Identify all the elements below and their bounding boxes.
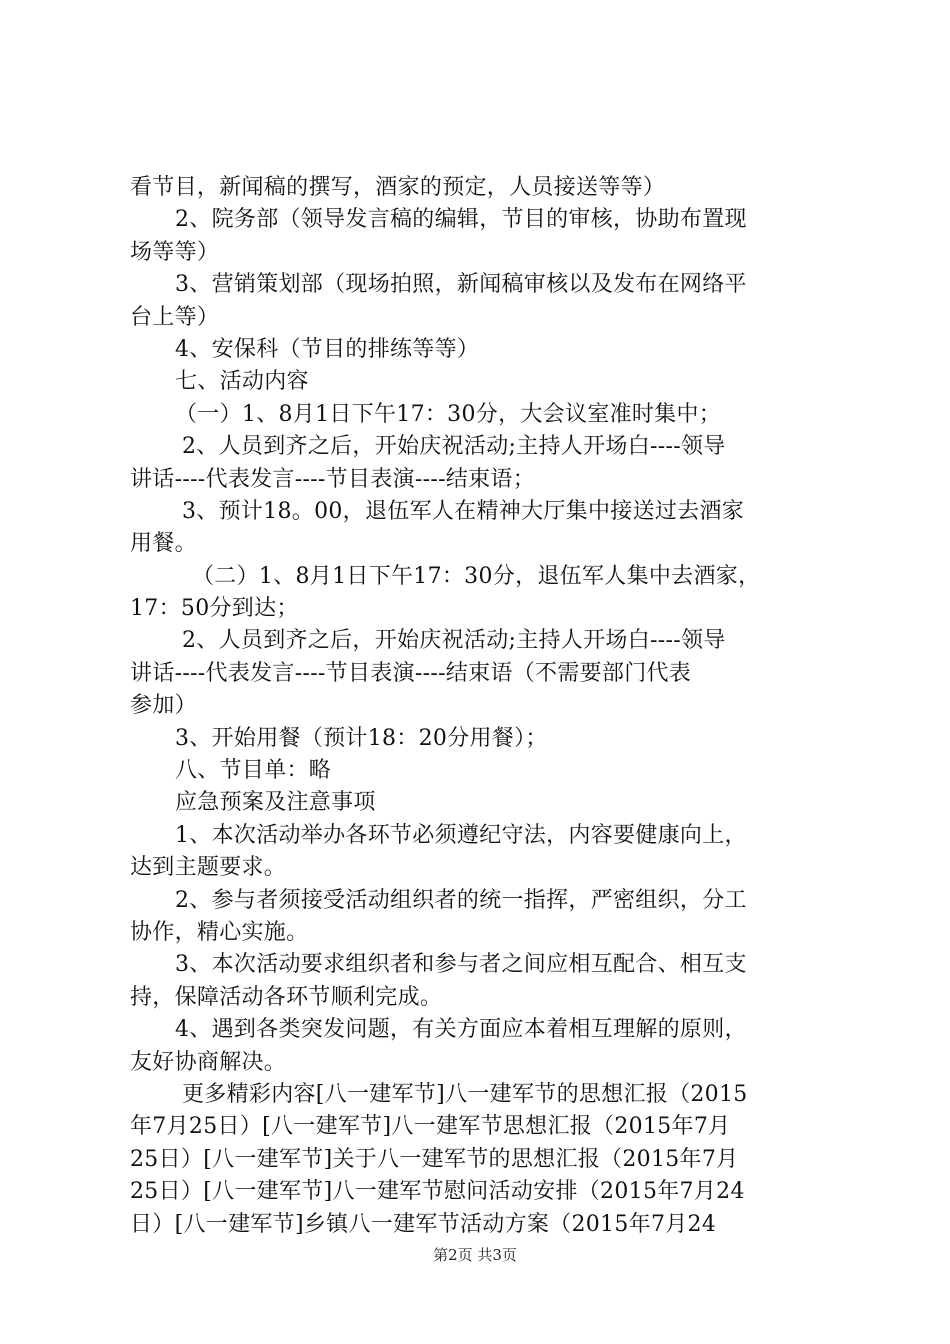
text-line: 讲话----代表发言----节目表演----结束语； bbox=[130, 466, 536, 492]
text-line: 达到主题要求。 bbox=[130, 855, 287, 881]
page-number-footer: 第2页 共3页 bbox=[433, 1246, 517, 1264]
text-line: 3、开始用餐（预计18：20分用餐）； bbox=[175, 725, 548, 751]
text-line: 1、本次活动举办各环节必须遵纪守法，内容要健康向上， bbox=[175, 822, 747, 848]
text-line: 2、人员到齐之后，开始庆祝活动;主持人开场白----领导 bbox=[182, 434, 726, 460]
text-line: 持，保障活动各环节顺利完成。 bbox=[130, 984, 443, 1010]
text-line: 25日）[八一建军节]关于八一建军节的思想汇报（2015年7月 bbox=[130, 1146, 739, 1172]
document-body bbox=[130, 172, 835, 1241]
text-line: 2、院务部（领导发言稿的编辑，节目的审核，协助布置现 bbox=[175, 207, 747, 233]
text-line: 年7月25日）[八一建军节]八一建军节思想汇报（2015年7月 bbox=[130, 1114, 731, 1140]
text-line: 3、本次活动要求组织者和参与者之间应相互配合、相互支 bbox=[175, 952, 747, 978]
text-line: 17：50分到达； bbox=[130, 596, 299, 622]
text-line: 场等等） bbox=[130, 239, 220, 265]
text-line: 用餐。 bbox=[130, 531, 197, 557]
text-line: 4、安保科（节目的排练等等） bbox=[175, 336, 480, 362]
text-line: 台上等） bbox=[130, 304, 220, 330]
text-line: （一）1、8月1日下午17：30分，大会议室准时集中； bbox=[175, 401, 722, 427]
text-line: 友好协商解决。 bbox=[130, 1049, 287, 1075]
text-line: 更多精彩内容[八一建军节]八一建军节的思想汇报（2015 bbox=[182, 1081, 748, 1107]
text-line: 参加） bbox=[130, 693, 197, 719]
text-line: 3、预计18。00，退伍军人在精神大厅集中接送过去酒家 bbox=[182, 498, 745, 524]
text-line: （二）1、8月1日下午17：30分，退伍军人集中去酒家， bbox=[192, 563, 761, 589]
section-heading: 七、活动内容 bbox=[175, 369, 309, 395]
text-line: 看节目，新闻稿的撰写，酒家的预定，人员接送等等） bbox=[130, 175, 666, 200]
text-line: 2、参与者须接受活动组织者的统一指挥，严密组织，分工 bbox=[175, 887, 747, 913]
text-line: 协作，精心实施。 bbox=[130, 919, 309, 945]
text-line: 4、遇到各类突发问题，有关方面应本着相互理解的原则， bbox=[175, 1017, 747, 1043]
text-line: 3、营销策划部（现场拍照，新闻稿审核以及发布在网络平 bbox=[175, 272, 747, 298]
text-line: 2、人员到齐之后，开始庆祝活动;主持人开场白----领导 bbox=[182, 628, 726, 654]
section-heading: 八、节目单：略 bbox=[175, 758, 332, 784]
text-line: 日）[八一建军节]乡镇八一建军节活动方案（2015年7月24 bbox=[130, 1211, 717, 1237]
section-heading: 应急预案及注意事项 bbox=[175, 790, 376, 816]
text-line: 讲话----代表发言----节目表演----结束语（不需要部门代表 bbox=[130, 660, 692, 686]
text-line: 25日）[八一建军节]八一建军节慰问活动安排（2015年7月24 bbox=[130, 1179, 745, 1205]
